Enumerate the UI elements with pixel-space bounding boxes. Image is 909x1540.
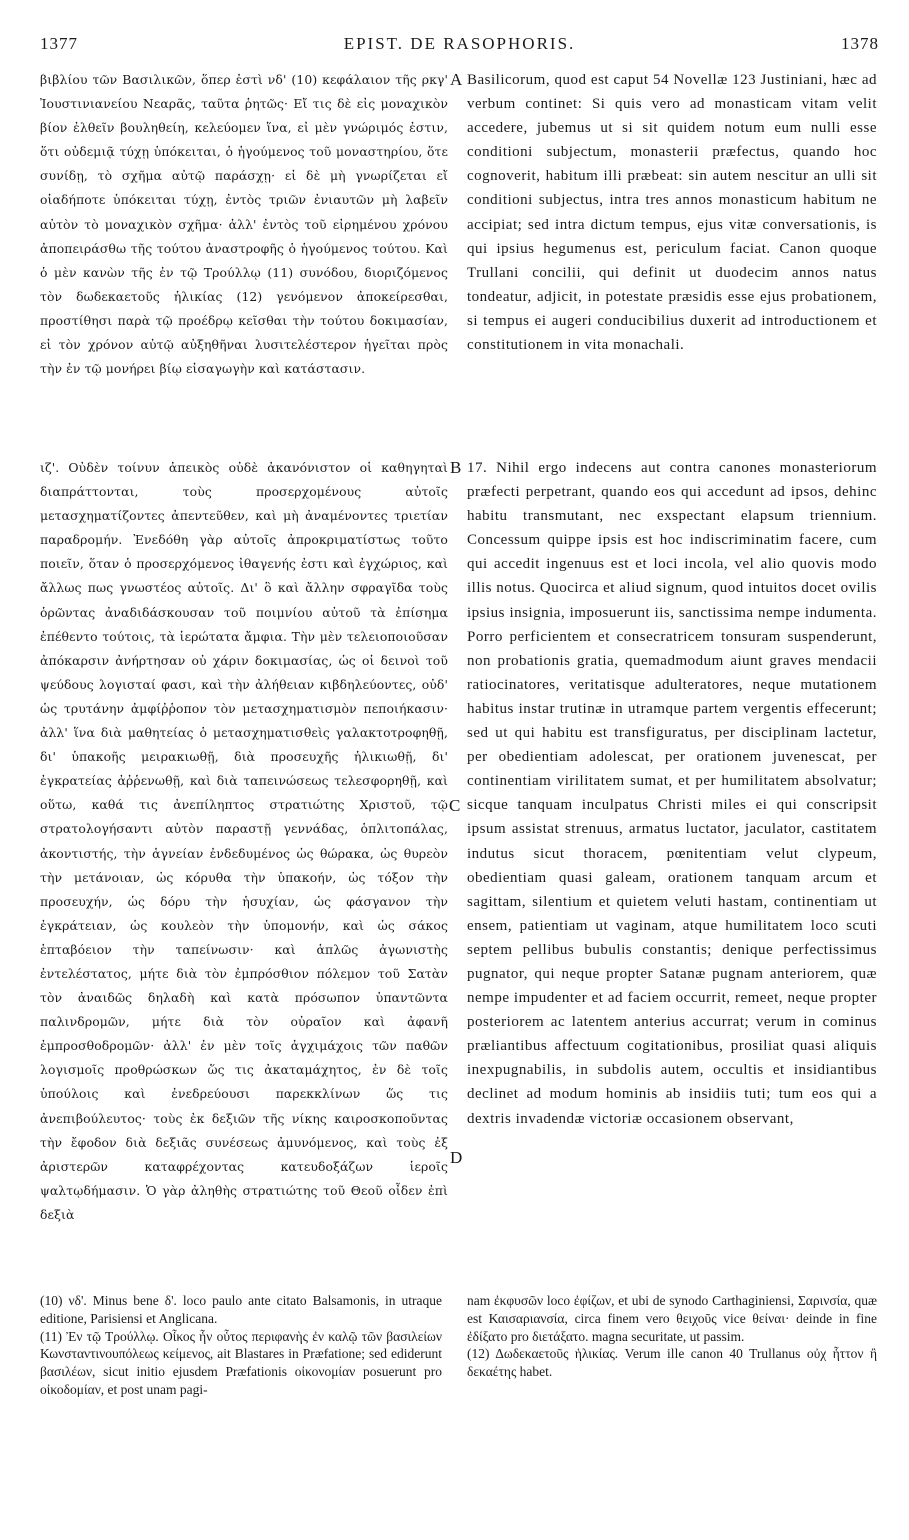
footnote-10: (10) νδ'. Minus bene δ'. loco paulo ante citato Balsamonis, in utraque editione, Parisiensi et Anglicana. [40, 1293, 442, 1326]
footnote-11: (11) Ἐν τῷ Τρούλλῳ. Οἶκος ἦν οὗτος περιφανὴς ἐν καλῷ τῶν βασιλείων Κωνσταντινουπόλεως κείμενος, ait Blastares in Præfatione; sed ediderunt βασιλέων, sicut initio ejusdem Præfationis οἰκονομίαν posuerunt pro οἰκοδομίαν, et post unam pagi- [40, 1328, 442, 1397]
page-title: EPIST. DE RASOPHORIS. [343, 34, 576, 53]
margin-marker-a: A [450, 70, 463, 89]
greek-text-section-1: βιβλίου τῶν Βασιλικῶν, ὅπερ ἐστὶ νδ' (10) κεφάλαιον τῆς ρκγ' Ἰουστινιανείου Νεαρᾶς, ταῦτα ῥητῶς· Εἴ τις δὲ εἰς μοναχικὸν βίον ἐλθεῖν βουληθείη, κελεύομεν ἵνα, εἰ μὲν γνώριμός ἐστιν, ὅτι οὐδεμιᾷ τύχῃ ὑπόκειται, ὁ ἡγούμενος τοῦ μοναστηρίου, ὅτε συνίδῃ, τὸ σχῆμα αὐτῷ παράσχῃ· εἰ δὲ μὴ γνωρίζεται εἴ οἱαδήποτε ὑπόκειται τύχῃ, ἐντὸς τριῶν ἐνιαυτῶν μὴ λαβεῖν αὐτὸν τὸ μοναχικὸν σχῆμα· ἀλλ' ἐντὸς τοῦ εἰρημένου χρόνου ἀποπειράσθω τῆς τούτου ἀναστροφῆς ὁ ἡγούμενος τούτου. Καὶ ὁ μὲν κανὼν τῆς ἐν τῷ Τρούλλῳ (11) συνόδου, διοριζόμενος τὸν δωδεκαετοῦς ἡλικίας (12) γενόμενον ἀποκείρεσθαι, προστίθησι παρὰ τῷ προέδρῳ κεῖσθαι τὴν τούτου δοκιμασίαν, εἰ τὸν χρόνον αὐτῷ αὐξηθῆναι λυσιτελέστερον ἡγεῖται πρὸς τὴν ἐν τῷ μονήρει βίῳ εἰσαγωγὴν καὶ κατάστασιν. [40, 72, 448, 377]
greek-column-section-1 [40, 68, 448, 388]
footnotes-right [467, 1292, 877, 1442]
latin-column-section-2 [467, 456, 877, 1256]
footnotes-left [40, 1292, 442, 1442]
footnote-12: (12) Δωδεκαετοῦς ἡλικίας. Verum ille canon 40 Trullanus οὐχ ἧττον ἢ δεκαέτης habet. [467, 1346, 877, 1380]
footnote-11-continued: nam ἐκφυσῶν loco ἐφίζων, et ubi de synodo Carthaginiensi, Σαρινσία, quæ est Καισαριανσία, circa finem vero θειχοῦς vice θείναι· deinde in fine ἐδίξατο pro διετάξατο. magna securitate, ut passim. [467, 1293, 877, 1344]
latin-column-section-1 [467, 68, 877, 388]
greek-column-section-2 [40, 456, 448, 1256]
latin-text-section-2: 17. Nihil ergo indecens aut contra canones monasteriorum præfecti perpetrant, quando eos qui accedunt ad ipsos, dehinc habitu transmutant, nec exspectant elapsum triennium. Concessum quippe ipsis est hoc indiscriminatim facere, cum qui accedit ingenuus est et loci incola, vel alio quovis modo illis notus. Quocirca et aliud signum, quod intuitos docet ovilis ipsius insignia, imposuerunt iis, sanctissima nempe indumenta. Porro perficientem et consecratricem tonsuram suspenderunt, non probationis gratia, quemadmodum aiunt graves mendacii ratiocinatores, veritatisque adulteratores, neque mutationem habitus instar trutinæ in utramque partem vergentis effecerunt; sed ut qui habitu est transfiguratus, per disciplinam lactetur, per obedientiam adolescat, per orationem juvenescat, per continentiam virilitatem sumat, et per humilitatem absolvatur; sicque tanquam inculpatus Christi miles ei qui conscripsit ipsum assistat strenuus, armatus luctator, jaculator, castitatem indutus sicut thoracem, pœnitentiam velut clypeum, obedientiam quasi galeam, orationem tanquam arcum et sagittam, silentium et quietem veluti hastam, continentiam ut ensem, patientiam ut vaginam, atque humilitatem loco scuti septem pellibus bubulis constantis; denique perfectissimus pugnator, qui neque propter Satanæ pugnam anteriorem, quæ nempe impudenter et ad faciem occurrit, remeet, neque propter posteriorem ac latentem anterius accurrat; verum in cominus præliantibus affectuum cogitationibus, prosiliat quasi aliquis inexpugnabilis, in subdolis autem, occultis et insidiantibus declinet ad modum hominis ab insidiis tuti; tum eos qui a dextris invadendæ victoriæ occasionem observant, [467, 460, 877, 1127]
running-header [40, 34, 879, 62]
margin-marker-b: B [450, 458, 462, 477]
margin-marker-d: D [450, 1148, 463, 1167]
greek-text-section-2: ιζ'. Οὐδὲν τοίνυν ἀπεικὸς οὐδὲ ἀκανόνιστον οἱ καθηγηταὶ διαπράττονται, τοὺς προσερχομένους αὐτοῖς μετασχηματίζοντες ἀπεντεῦθεν, καὶ μὴ ἀναμένοντες τριετίαν παραδρομήν. Ἐνεδόθη γὰρ αὐτοῖς ἀπροκριματίστως τοῦτο ποιεῖν, ὅταν ὁ προσερχόμενος ἰθαγενής ἐστι καὶ ἐγχώριος, καὶ ἄλλως πως γνωστέος αὐτοῖς. Δι' ὃ καὶ ἄλλην σφραγῖδα τοὺς ὁρῶντας ἀναδιδάσκουσαν τοῦ ποιμνίου αὐτοῦ τὰ ἐπίσημα ἐπέθεντο τούτοις, τὰ ἱερώτατα ἄμφια. Τὴν μὲν τελειοποιοῦσαν ἀπόκαρσιν ἀνήρτησαν οὐ χάριν δοκιμασίας, ὡς οἱ δεινοὶ τοῦ ψεύδους λογισταί φασι, καὶ τὴν ἀλήθειαν κιβδηλεύοντες, οὐδ' ὡς τρυτάνην ἀμφίῤῥοπον τὸν μετασχηματισμὸν πεποιήκασιν· ἀλλ' ἵνα διὰ μαθητείας ὁ μετασχηματισθεὶς γαλακτοτροφηθῇ, δι' ὑπακοῆς μειρακιωθῇ, διὰ προσευχῆς ἡλικιωθῇ, δι' ἐγκρατείας ἀῤῥενωθῇ, καὶ διὰ ταπεινώσεως τελεσφορηθῇ, καὶ οὕτω, καθά τις ἀνεπίληπτος στρατιώτης Χριστοῦ, τῷ στρατολογήσαντι αὐτὸν παραστῇ γεννάδας, ὁπλιτοπάλας, ἀκοντιστής, τὴν ἁγνείαν ἐνδεδυμένος ὡς θώρακα, ὡς θυρεὸν τὴν μετάνοιαν, ὡς κόρυθα τὴν ὑπακοήν, ὡς τόξον τὴν προσευχήν, ὡς δόρυ τὴν ἡσυχίαν, ὡς φάσγανον τὴν ἐγκράτειαν, ὡς κουλεὸν τὴν ὑπομονήν, καὶ ὡς σάκος ἑπταβόειον τὴν ταπείνωσιν· καὶ ἁπλῶς ἀγωνιστὴς ἐντελέστατος, μήτε διὰ τὸν ἐμπρόσθιον πόλεμον τοῦ Σατὰν τὸν ἀναιδῶς δηλαδὴ καὶ κατὰ πρόσωπον ὑπαντῶντα παλινδρομῶν, μήτε διὰ τὸν οὐραῖον καὶ ἀφανῆ ἐμπροσθοδρομῶν· ἀλλ' ἐν μὲν τοῖς ἀγχιμάχοις τῶν παθῶν λογισμοῖς προθρώσκων ὥς τις ἀκαταμάχητος, ἐν δὲ τοῖς ὑπούλοις καὶ ἐνεδρεύουσι παρεκκλίνων ὥς τις ἀνεπιβούλευτος· τοὺς ἐκ δεξιῶν τῆς νίκης καιροσκοποῦντας τὴν ἔφοδον διὰ δεξιᾶς συνέσεως ἀμυνόμενος, καὶ τοὺς ἐξ ἀριστερῶν καταφρέχοντας κατευδοξάζων ἱεροῖς ψαλτῳδήμασιν. Ὁ γὰρ ἀληθὴς στρατιώτης τοῦ Θεοῦ οἶδεν ἐπὶ δεξιὰ [40, 460, 448, 1222]
left-page-number: 1377 [40, 34, 78, 53]
latin-text-section-1: Basilicorum, quod est caput 54 Novellæ 123 Justiniani, hæc ad verbum continet: Si quis vero ad monasticam vitam velit accedere, jubemus ut si sit quidem notum eum nulli esse conditioni subjectum, monasterii præfectus, quando hoc cognoverit, habitum illi præbeat: sin autem nescitur an ulli sit conditioni subjectus, intra tres annos monasticum habitum ne accipiat; sed intra dictum tempus, ejus vitæ conversationis, is qui ipsius hegumenus est, periculum faciat. Canon quoque Trullani concilii, qui definit ut duodecim annos natus tondeatur, adjicit, in potestate præsidis esse ejus probationem, si tempus ei augeri conducibilius duxerit ad introductionem et constitutionem in vita monachali. [467, 72, 877, 354]
right-page-number: 1378 [841, 34, 879, 53]
margin-marker-c: C [449, 796, 461, 815]
